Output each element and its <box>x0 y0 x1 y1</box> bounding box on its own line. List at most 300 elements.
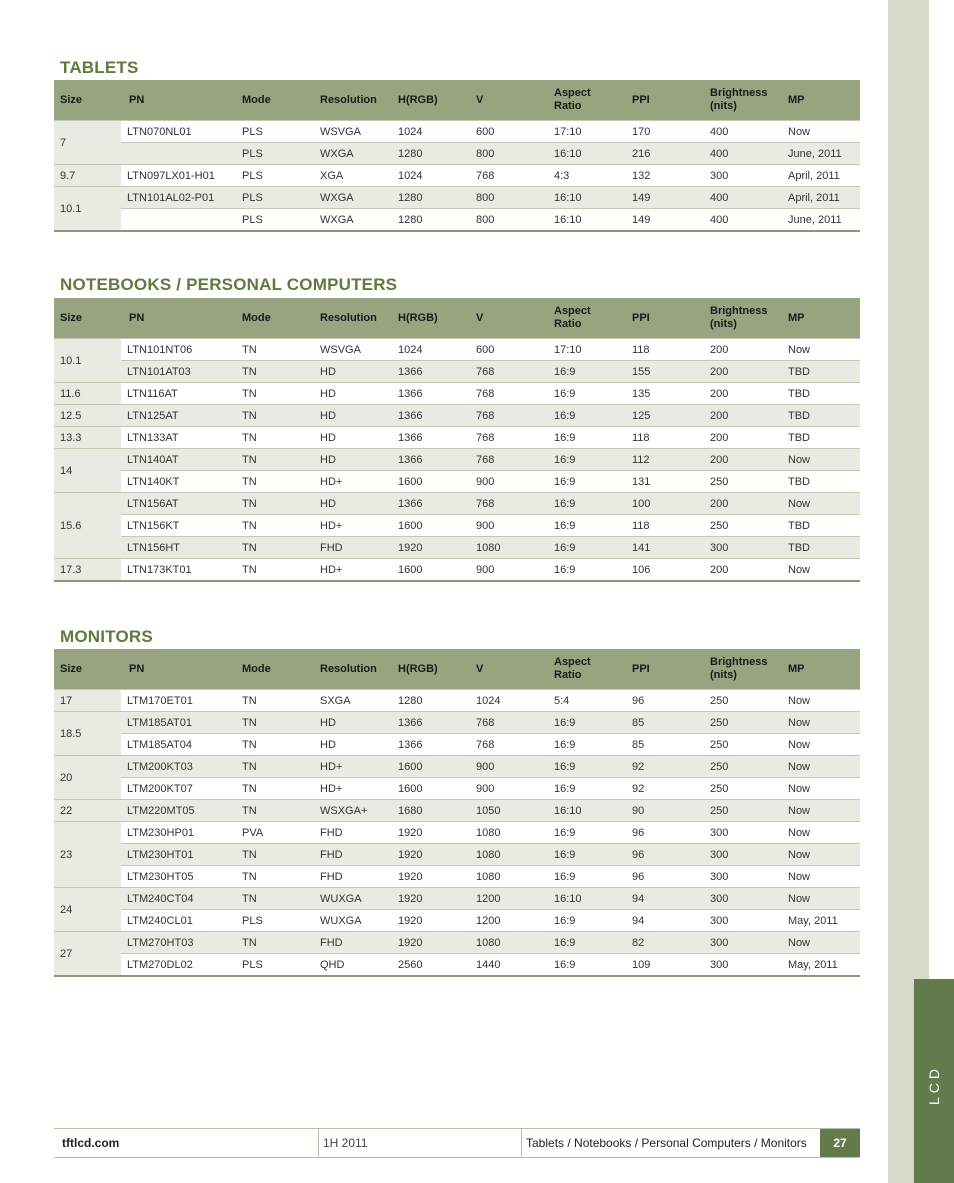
table-cell: TN <box>236 888 314 910</box>
table-cell: FHD <box>314 822 392 844</box>
table-cell: HD <box>314 493 392 515</box>
table-cell: HD+ <box>314 515 392 537</box>
column-header: Brightness (nits) <box>704 80 782 121</box>
table-cell: 1600 <box>392 515 470 537</box>
size-cell: 20 <box>54 756 121 800</box>
table-cell: 112 <box>626 449 704 471</box>
table-cell: 16:9 <box>548 822 626 844</box>
table-cell: 17:10 <box>548 339 626 361</box>
table-cell: HD+ <box>314 559 392 582</box>
table-cell: QHD <box>314 954 392 977</box>
table-cell: May, 2011 <box>782 954 860 977</box>
column-header: Resolution <box>314 80 392 121</box>
table-cell: TN <box>236 800 314 822</box>
column-header: Aspect Ratio <box>548 649 626 690</box>
table-cell: 200 <box>704 427 782 449</box>
table-row <box>54 383 860 405</box>
table-cell: TN <box>236 515 314 537</box>
table-cell: LTM185AT04 <box>121 734 236 756</box>
table-cell: 768 <box>470 165 548 187</box>
table-row <box>54 165 860 187</box>
column-header: Resolution <box>314 649 392 690</box>
table-cell: TN <box>236 537 314 559</box>
table-row <box>54 449 860 471</box>
table-cell: 1366 <box>392 734 470 756</box>
table-row <box>54 822 860 844</box>
monitors-table <box>54 649 860 977</box>
table-cell: WUXGA <box>314 888 392 910</box>
table-cell <box>121 143 236 165</box>
table-cell: HD <box>314 712 392 734</box>
column-header: MP <box>782 649 860 690</box>
table-cell: PLS <box>236 954 314 977</box>
column-header: PN <box>121 298 236 339</box>
table-cell: 1200 <box>470 888 548 910</box>
table-cell: HD <box>314 449 392 471</box>
size-cell: 17.3 <box>54 559 121 582</box>
table-cell: 16:9 <box>548 471 626 493</box>
table-cell: 16:10 <box>548 143 626 165</box>
table-cell: 131 <box>626 471 704 493</box>
table-cell: 400 <box>704 187 782 209</box>
table-row <box>54 778 860 800</box>
table-row <box>54 405 860 427</box>
column-header: Size <box>54 80 121 121</box>
table-row <box>54 515 860 537</box>
table-cell: 250 <box>704 778 782 800</box>
column-header: Mode <box>236 649 314 690</box>
table-cell: LTN125AT <box>121 405 236 427</box>
table-cell: 1200 <box>470 910 548 932</box>
table-cell: 109 <box>626 954 704 977</box>
table-cell: 16:9 <box>548 756 626 778</box>
table-cell: TN <box>236 449 314 471</box>
table-cell: WXGA <box>314 209 392 232</box>
table-cell: LTM270DL02 <box>121 954 236 977</box>
table-cell: FHD <box>314 844 392 866</box>
section-title-tablets: TABLETS <box>60 58 139 77</box>
table-cell: June, 2011 <box>782 209 860 232</box>
table-cell: WXGA <box>314 143 392 165</box>
table-cell: LTM220MT05 <box>121 800 236 822</box>
size-cell: 15.6 <box>54 493 121 559</box>
table-cell: 16:9 <box>548 449 626 471</box>
table-cell: TBD <box>782 427 860 449</box>
table-cell: TN <box>236 383 314 405</box>
table-cell: 1600 <box>392 778 470 800</box>
table-cell: Now <box>782 493 860 515</box>
table-cell: 1366 <box>392 712 470 734</box>
table-cell: 85 <box>626 734 704 756</box>
table-cell: 1366 <box>392 449 470 471</box>
table-cell: 1600 <box>392 756 470 778</box>
table-cell: 16:9 <box>548 427 626 449</box>
table-cell: TBD <box>782 361 860 383</box>
size-cell: 22 <box>54 800 121 822</box>
table-cell: 118 <box>626 339 704 361</box>
table-cell: 216 <box>626 143 704 165</box>
table-cell: 1024 <box>392 121 470 143</box>
table-cell: 16:9 <box>548 537 626 559</box>
table-cell: WSVGA <box>314 339 392 361</box>
table-cell: WSXGA+ <box>314 800 392 822</box>
table-header-row <box>54 80 860 121</box>
table-cell: LTN156KT <box>121 515 236 537</box>
table-row <box>54 712 860 734</box>
table-cell: 1920 <box>392 822 470 844</box>
table-row <box>54 756 860 778</box>
table-cell: Now <box>782 449 860 471</box>
table-cell: 16:9 <box>548 866 626 888</box>
table-cell: 1366 <box>392 361 470 383</box>
table-cell: 16:10 <box>548 187 626 209</box>
table-cell: 300 <box>704 844 782 866</box>
table-row <box>54 537 860 559</box>
column-header: H(RGB) <box>392 298 470 339</box>
tablets-table <box>54 80 860 232</box>
table-cell: 1050 <box>470 800 548 822</box>
table-cell: 16:10 <box>548 888 626 910</box>
table-cell: LTN140KT <box>121 471 236 493</box>
section-tab <box>914 979 954 1183</box>
table-cell: 400 <box>704 209 782 232</box>
table-cell: 800 <box>470 143 548 165</box>
size-cell: 12.5 <box>54 405 121 427</box>
table-cell: 1080 <box>470 537 548 559</box>
table-cell: 400 <box>704 143 782 165</box>
page-number: 27 <box>820 1129 860 1157</box>
size-cell: 17 <box>54 690 121 712</box>
section-tab-label: LCD <box>926 1065 942 1106</box>
footer-site: tftlcd.com <box>62 1136 120 1150</box>
footer-period: 1H 2011 <box>318 1129 521 1157</box>
table-cell: TN <box>236 932 314 954</box>
column-header: V <box>470 649 548 690</box>
table-row <box>54 427 860 449</box>
table-cell: 94 <box>626 910 704 932</box>
table-cell: PVA <box>236 822 314 844</box>
table-cell: TN <box>236 734 314 756</box>
table-cell: 250 <box>704 471 782 493</box>
table-cell: Now <box>782 734 860 756</box>
table-cell: LTN097LX01-H01 <box>121 165 236 187</box>
table-cell: HD <box>314 361 392 383</box>
table-cell: FHD <box>314 932 392 954</box>
table-cell: 250 <box>704 712 782 734</box>
column-header: PN <box>121 649 236 690</box>
table-row <box>54 559 860 582</box>
column-header: PN <box>121 80 236 121</box>
table-cell: TN <box>236 690 314 712</box>
page-footer <box>54 1128 860 1158</box>
table-cell: Now <box>782 888 860 910</box>
table-cell: 1600 <box>392 471 470 493</box>
table-cell: LTN101AT03 <box>121 361 236 383</box>
table-cell: XGA <box>314 165 392 187</box>
table-cell: TN <box>236 712 314 734</box>
table-header-row <box>54 649 860 690</box>
table-cell: TBD <box>782 515 860 537</box>
table-row <box>54 866 860 888</box>
table-cell: TBD <box>782 383 860 405</box>
table-cell: 2560 <box>392 954 470 977</box>
table-row <box>54 339 860 361</box>
table-cell: TN <box>236 559 314 582</box>
size-cell: 24 <box>54 888 121 932</box>
table-cell: LTM200KT07 <box>121 778 236 800</box>
table-cell: June, 2011 <box>782 143 860 165</box>
size-cell: 27 <box>54 932 121 977</box>
table-cell: Now <box>782 339 860 361</box>
table-cell: SXGA <box>314 690 392 712</box>
table-cell: 1080 <box>470 932 548 954</box>
table-cell: April, 2011 <box>782 165 860 187</box>
table-cell: 16:9 <box>548 559 626 582</box>
table-cell: 300 <box>704 888 782 910</box>
table-cell: 200 <box>704 339 782 361</box>
table-cell: 82 <box>626 932 704 954</box>
column-header: Brightness (nits) <box>704 649 782 690</box>
table-cell: TN <box>236 339 314 361</box>
table-cell: PLS <box>236 143 314 165</box>
table-cell: 768 <box>470 383 548 405</box>
column-header: Resolution <box>314 298 392 339</box>
table-cell: 94 <box>626 888 704 910</box>
table-cell: 1280 <box>392 187 470 209</box>
table-cell: LTN156AT <box>121 493 236 515</box>
table-cell: 100 <box>626 493 704 515</box>
table-row <box>54 954 860 977</box>
table-cell: April, 2011 <box>782 187 860 209</box>
column-header: V <box>470 298 548 339</box>
table-cell: TN <box>236 844 314 866</box>
table-cell: PLS <box>236 165 314 187</box>
table-cell: 1600 <box>392 559 470 582</box>
table-cell: 1920 <box>392 866 470 888</box>
table-cell: 16:9 <box>548 844 626 866</box>
table-cell: HD <box>314 383 392 405</box>
table-cell: 900 <box>470 756 548 778</box>
table-cell: LTM200KT03 <box>121 756 236 778</box>
table-cell: 118 <box>626 515 704 537</box>
table-cell: 1024 <box>470 690 548 712</box>
table-cell: 1366 <box>392 493 470 515</box>
table-cell: HD+ <box>314 756 392 778</box>
table-cell: 300 <box>704 954 782 977</box>
size-cell: 14 <box>54 449 121 493</box>
table-cell: 200 <box>704 449 782 471</box>
table-cell: 1920 <box>392 888 470 910</box>
table-cell: 1366 <box>392 383 470 405</box>
table-row <box>54 209 860 232</box>
table-cell: 1366 <box>392 405 470 427</box>
table-cell: 16:9 <box>548 954 626 977</box>
size-cell: 18.5 <box>54 712 121 756</box>
table-cell: 125 <box>626 405 704 427</box>
column-header: Size <box>54 298 121 339</box>
column-header: Aspect Ratio <box>548 80 626 121</box>
table-row <box>54 493 860 515</box>
table-cell: 300 <box>704 822 782 844</box>
table-cell: WUXGA <box>314 910 392 932</box>
table-cell: 800 <box>470 209 548 232</box>
table-cell: 16:9 <box>548 932 626 954</box>
table-cell: TN <box>236 493 314 515</box>
table-cell: LTN133AT <box>121 427 236 449</box>
table-cell: 170 <box>626 121 704 143</box>
column-header: Mode <box>236 80 314 121</box>
table-cell: 5:4 <box>548 690 626 712</box>
size-cell: 13.3 <box>54 427 121 449</box>
table-cell: LTN173KT01 <box>121 559 236 582</box>
table-cell: 1080 <box>470 844 548 866</box>
table-cell: 118 <box>626 427 704 449</box>
table-cell: 16:9 <box>548 383 626 405</box>
table-cell: 135 <box>626 383 704 405</box>
table-cell: FHD <box>314 866 392 888</box>
table-cell: 250 <box>704 734 782 756</box>
column-header: Aspect Ratio <box>548 298 626 339</box>
table-cell: LTM240CT04 <box>121 888 236 910</box>
table-cell: Now <box>782 756 860 778</box>
table-cell: 16:10 <box>548 800 626 822</box>
table-cell: 17:10 <box>548 121 626 143</box>
table-cell: Now <box>782 866 860 888</box>
table-cell: 132 <box>626 165 704 187</box>
column-header: Mode <box>236 298 314 339</box>
table-cell: TN <box>236 361 314 383</box>
table-cell: 300 <box>704 537 782 559</box>
table-cell: 1024 <box>392 339 470 361</box>
table-cell: WSVGA <box>314 121 392 143</box>
table-cell: PLS <box>236 187 314 209</box>
size-cell: 10.1 <box>54 339 121 383</box>
table-row <box>54 844 860 866</box>
table-cell: 1440 <box>470 954 548 977</box>
table-cell: 250 <box>704 690 782 712</box>
table-cell: LTM230HT01 <box>121 844 236 866</box>
table-cell: 96 <box>626 822 704 844</box>
table-cell: 106 <box>626 559 704 582</box>
table-cell: PLS <box>236 209 314 232</box>
table-cell: 1080 <box>470 822 548 844</box>
table-cell: 768 <box>470 361 548 383</box>
table-row <box>54 690 860 712</box>
table-header-row <box>54 298 860 339</box>
table-cell: TN <box>236 778 314 800</box>
table-cell <box>121 209 236 232</box>
table-cell: 16:9 <box>548 910 626 932</box>
table-cell: Now <box>782 844 860 866</box>
table-cell: LTN101NT06 <box>121 339 236 361</box>
table-cell: TN <box>236 471 314 493</box>
notebooks-table <box>54 298 860 582</box>
table-cell: 250 <box>704 756 782 778</box>
table-cell: 1024 <box>392 165 470 187</box>
table-row <box>54 361 860 383</box>
table-cell: 16:9 <box>548 778 626 800</box>
table-cell: TN <box>236 756 314 778</box>
column-header: Brightness (nits) <box>704 298 782 339</box>
table-cell: HD+ <box>314 778 392 800</box>
column-header: PPI <box>626 298 704 339</box>
column-header: PPI <box>626 80 704 121</box>
table-cell: 1280 <box>392 209 470 232</box>
table-cell: 1280 <box>392 143 470 165</box>
table-cell: Now <box>782 121 860 143</box>
table-row <box>54 910 860 932</box>
table-cell: 300 <box>704 932 782 954</box>
table-cell: LTM230HT05 <box>121 866 236 888</box>
table-cell: 400 <box>704 121 782 143</box>
table-cell: 96 <box>626 866 704 888</box>
size-cell: 10.1 <box>54 187 121 232</box>
table-cell: TBD <box>782 537 860 559</box>
table-cell: 4:3 <box>548 165 626 187</box>
table-cell: Now <box>782 712 860 734</box>
table-cell: 768 <box>470 712 548 734</box>
table-cell: TN <box>236 427 314 449</box>
table-cell: LTM170ET01 <box>121 690 236 712</box>
table-cell: 300 <box>704 910 782 932</box>
table-cell: FHD <box>314 537 392 559</box>
table-row <box>54 800 860 822</box>
table-cell: LTN140AT <box>121 449 236 471</box>
size-cell: 23 <box>54 822 121 888</box>
table-cell: TN <box>236 866 314 888</box>
table-cell: LTM185AT01 <box>121 712 236 734</box>
table-row <box>54 121 860 143</box>
column-header: H(RGB) <box>392 80 470 121</box>
table-cell: 200 <box>704 493 782 515</box>
table-cell: 149 <box>626 209 704 232</box>
size-cell: 9.7 <box>54 165 121 187</box>
table-cell: May, 2011 <box>782 910 860 932</box>
table-cell: 1280 <box>392 690 470 712</box>
table-cell: 92 <box>626 756 704 778</box>
table-row <box>54 143 860 165</box>
table-cell: TBD <box>782 405 860 427</box>
table-cell: LTM270HT03 <box>121 932 236 954</box>
table-cell: 300 <box>704 866 782 888</box>
table-cell: 1920 <box>392 932 470 954</box>
table-cell: 85 <box>626 712 704 734</box>
table-cell: HD+ <box>314 471 392 493</box>
column-header: MP <box>782 80 860 121</box>
table-cell: PLS <box>236 910 314 932</box>
table-cell: 900 <box>470 515 548 537</box>
table-cell: Now <box>782 932 860 954</box>
table-cell: LTN070NL01 <box>121 121 236 143</box>
table-cell: 600 <box>470 339 548 361</box>
table-cell: 800 <box>470 187 548 209</box>
table-cell: 16:9 <box>548 493 626 515</box>
table-cell: 250 <box>704 800 782 822</box>
table-cell: TN <box>236 405 314 427</box>
column-header: MP <box>782 298 860 339</box>
table-cell: 16:9 <box>548 405 626 427</box>
table-cell: 200 <box>704 405 782 427</box>
table-row <box>54 471 860 493</box>
table-cell: 1920 <box>392 537 470 559</box>
table-cell: PLS <box>236 121 314 143</box>
table-cell: LTM240CL01 <box>121 910 236 932</box>
column-header: Size <box>54 649 121 690</box>
table-row <box>54 932 860 954</box>
table-cell: 16:9 <box>548 515 626 537</box>
table-cell: 92 <box>626 778 704 800</box>
table-cell: 768 <box>470 734 548 756</box>
